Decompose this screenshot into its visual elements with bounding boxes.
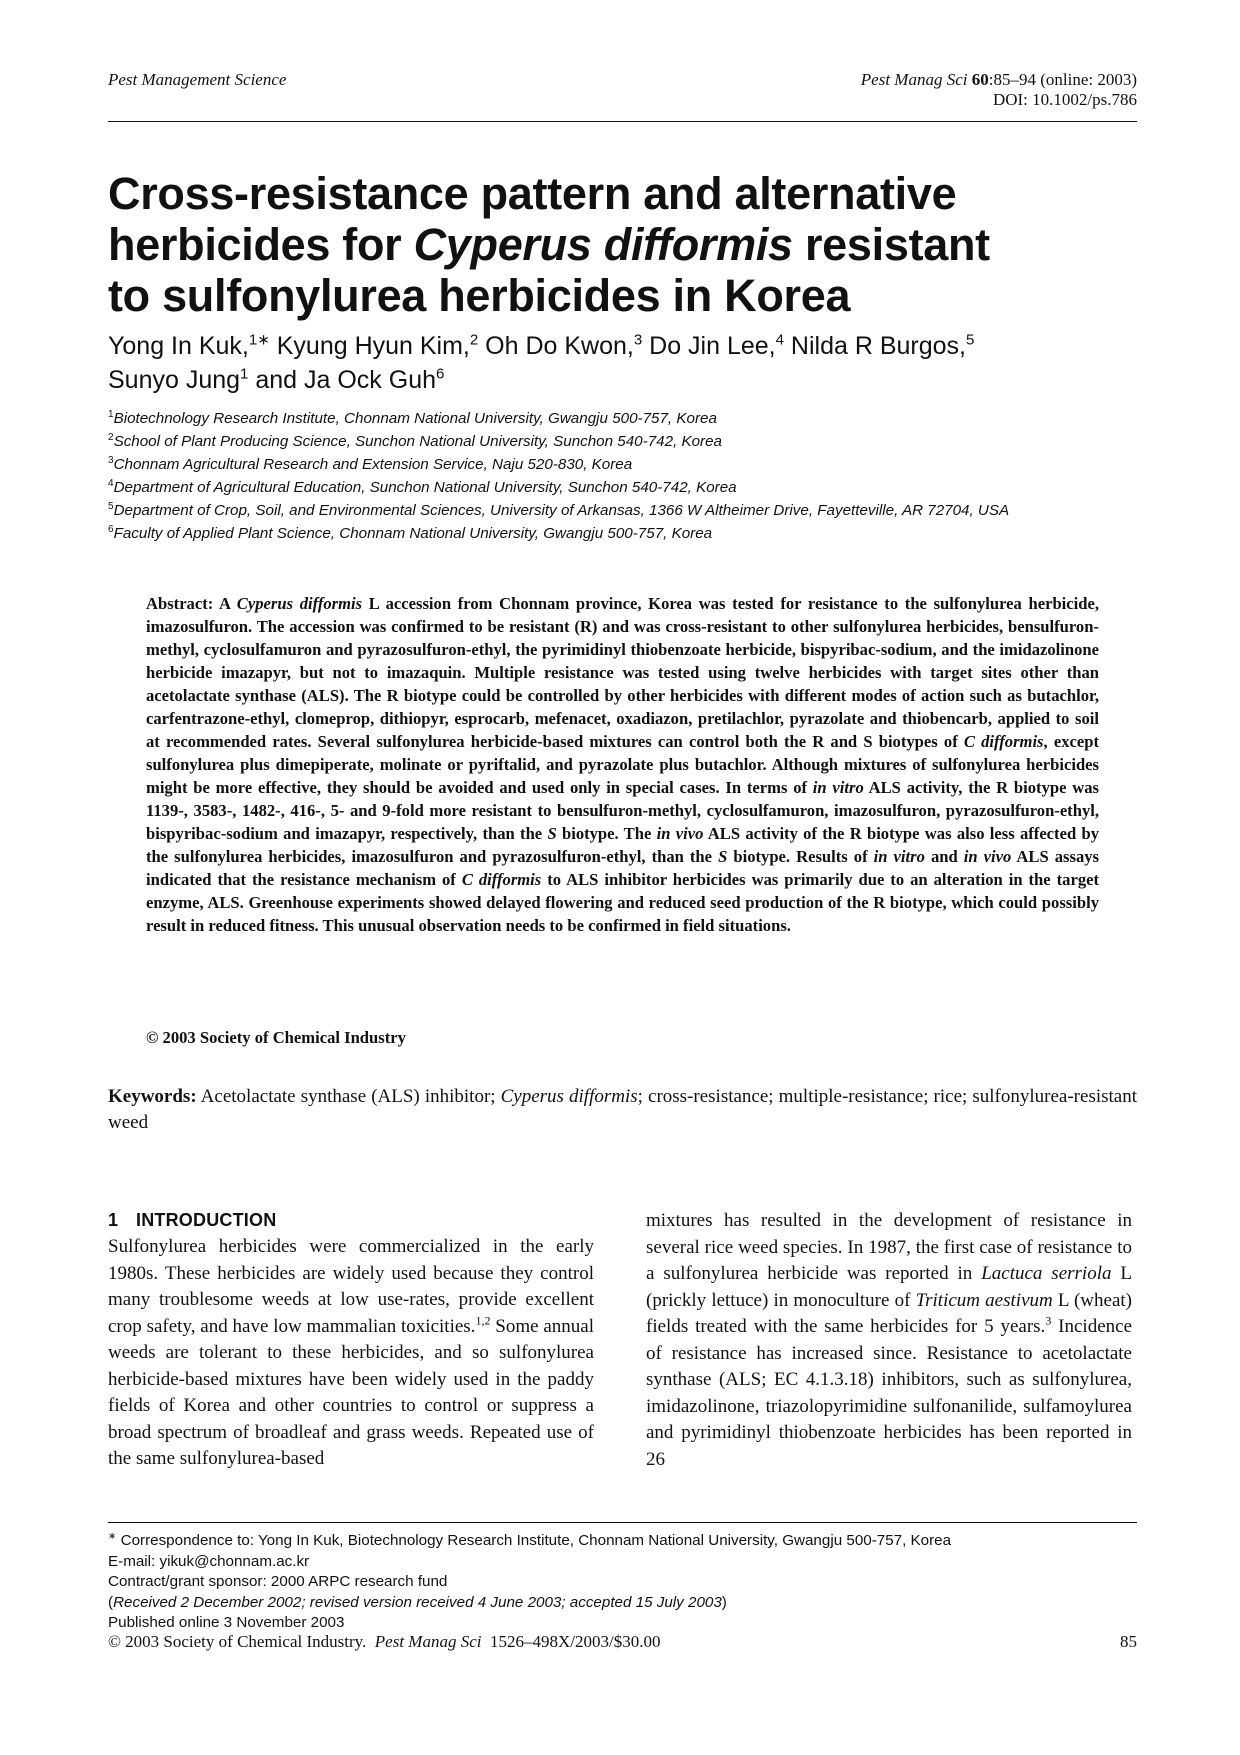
title-line-1: Cross-resistance pattern and alternative: [108, 168, 957, 219]
author: Do Jin Lee,$^4$: [649, 331, 784, 360]
email: E-mail: yikuk@chonnam.ac.kr: [108, 1552, 310, 1570]
title-species: Cyperus difformis: [413, 219, 793, 270]
section-number: 1: [108, 1210, 119, 1230]
published-online: Published online 3 November 2003: [108, 1614, 345, 1631]
footnote-rule: [108, 1522, 1137, 1523]
title-text: resistant: [792, 219, 990, 270]
author-line-2: [108, 363, 1138, 397]
affiliation: $^2$School of Plant Producing Science, Sunchon National University, Sunchon 540-742, Korea: [108, 431, 722, 450]
body-column-right: mixtures has resulted in the development of resistance in several rice weed species. In 1987, the first case of resistance to a sulfonylurea herbicide was reported in Lactuca serriola L (prickly lettuce) in monoculture of Triticum aestivum L (wheat) fields treated with the same herbicides for 5 years.$^3$ Incidence of resistance has increased since. Resistance to acetolactate synthase (ALS; EC 4.1.3.18) inhibitors, such as sulfonylurea, imidazolinone, triazolopyrimidine sulfonanilide, sulfamoylurea and pyrimidinyl thiobenzoate herbicides has been reported in 26: [646, 1210, 1133, 1470]
citation-volume: 60: [971, 70, 989, 89]
running-header-journal: Pest Management Science: [108, 70, 287, 89]
author-list: [108, 329, 1138, 397]
affiliation: $^1$Biotechnology Research Institute, Chonnam National University, Gwangju 500-757, Korea: [108, 408, 717, 427]
affiliation-list: [108, 407, 1148, 545]
footer-journal: Pest Manag Sci: [374, 1632, 482, 1651]
received-dates: (Received 2 December 2002; revised version received 4 June 2003; accepted 15 July 2003): [108, 1593, 727, 1611]
affiliation: $^6$Faculty of Applied Plant Science, Chonnam National University, Gwangju 500-757, Korea: [108, 523, 713, 542]
citation-pages: :85–94 (online: 2003): [988, 70, 1137, 89]
header-rule: [108, 121, 1137, 122]
doi: DOI: 10.1002/ps.786: [992, 90, 1137, 109]
running-header-citation: [861, 70, 1137, 110]
affiliation: $^3$Chonnam Agricultural Research and Extension Service, Naju 520-830, Korea: [108, 454, 633, 473]
author: and Ja Ock Guh$^6$: [255, 365, 445, 394]
section-title: INTRODUCTION: [136, 1210, 277, 1230]
page-number: 85: [1120, 1632, 1137, 1651]
body-column-left: Sulfonylurea herbicides were commercialized in the early 1980s. These herbicides are widely used because they control many troublesome weeds at low use-rates, provide excellent crop safety, and have low mammalian toxicities.$^{1,2}$ Some annual weeds are tolerant to these herbicides, and so sulfonylurea herbicide-based mixtures have been widely used in the paddy fields of Korea and other countries to control or suppress a broad spectrum of broadleaf and grass weeds. Repeated use of the same sulfonylurea-based: [108, 1236, 594, 1469]
keywords-label: Keywords:: [108, 1086, 197, 1107]
author: Yong In Kuk,$^{1∗}$: [108, 331, 270, 360]
keywords: Keywords: Acetolactate synthase (ALS) inhibitor; Cyperus difformis; cross-resistance; multiple-resistance; rice; sulfonylurea-resistant weed: [108, 1086, 1138, 1133]
section-heading: [108, 1210, 276, 1231]
author: Sunyo Jung$^1$: [108, 365, 249, 394]
title-line-3: to sulfonylurea herbicides in Korea: [108, 270, 851, 321]
correspondence: ∗ Correspondence to: Yong In Kuk, Biotechnology Research Institute, Chonnam National University, Gwangju 500-757, Korea: [108, 1530, 952, 1549]
abstract: Abstract: A Cyperus difformis L accession from Chonnam province, Korea was tested for resistance to the sulfonylurea herbicide, imazosulfuron. The accession was confirmed to be resistant (R) and was cross-resistant to other sulfonylurea herbicides, bensulfuron-methyl, cyclosulfamuron and pyrazosulfuron-ethyl, the pyrimidinyl thiobenzoate herbicide, bispyribac-sodium, and the imidazolinone herbicide imazapyr, but not to imazaquin. Multiple resistance was tested using twelve herbicides with target sites other than acetolactate synthase (ALS). The R biotype could be controlled by other herbicides with different modes of action such as butachlor, carfentrazone-ethyl, clomeprop, dithiopyr, esprocarb, mefenacet, oxadiazon, pretilachlor, pyrazolate and thiobencarb, applied to soil at recommended rates. Several sulfonylurea herbicide-based mixtures can control both the R and S biotypes of C difformis, except sulfonylurea plus dimepiperate, molinate or pyriftalid, and pyrazolate plus butachlor. Although mixtures of sulfonylurea herbicides might be more effective, they should be avoided and used only in special cases. In terms of in vitro ALS activity, the R biotype was 1139-, 3583-, 1482-, 416-, 5- and 9-fold more resistant to bensulfuron-methyl, cyclosulfamuron, imazosulfuron, pyrazosulfuron-ethyl, bispyribac-sodium and imazapyr, respectively, than the S biotype. The in vivo ALS activity of the R biotype was also less affected by the sulfonylurea herbicides, imazosulfuron and pyrazosulfuron-ethyl, than the S biotype. Results of in vitro and in vivo ALS assays indicated that the resistance mechanism of C difformis to ALS inhibitor herbicides was primarily due to an alteration in the target enzyme, ALS. Greenhouse experiments showed delayed flowering and reduced seed production of the R biotype, which could possibly result in reduced fitness. This unusual observation needs to be confirmed in field situations.: [146, 594, 1100, 935]
citation-journal: Pest Manag Sci: [860, 70, 968, 89]
author-line-1: [108, 329, 1138, 363]
footer-issn: 1526–498X/2003/$30.00: [489, 1632, 661, 1651]
author: Oh Do Kwon,$^3$: [485, 331, 643, 360]
affiliation: $^4$Department of Agricultural Education, Sunchon National University, Sunchon 540-742, Korea: [108, 477, 737, 496]
abstract-label: Abstract:: [146, 594, 220, 613]
abstract-copyright: © 2003 Society of Chemical Industry: [146, 1028, 406, 1047]
title-text: herbicides for: [108, 219, 414, 270]
author: Kyung Hyun Kim,$^2$: [276, 331, 479, 360]
paper-title: [108, 168, 1128, 321]
footnotes: [108, 1531, 1138, 1634]
footer-copyright: © 2003 Society of Chemical Industry. Pest Manag Sci 1526–498X/2003/$30.00: [108, 1632, 661, 1651]
author: Nilda R Burgos,$^5$: [790, 331, 975, 360]
citation-line: [861, 70, 1137, 90]
title-line-2: [108, 219, 1128, 270]
affiliation: $^5$Department of Crop, Soil, and Environmental Sciences, University of Arkansas, 1366 W Altheimer Drive, Fayetteville, AR 72704, USA: [108, 500, 1010, 519]
grant-sponsor: Contract/grant sponsor: 2000 ARPC research fund: [108, 1573, 448, 1590]
